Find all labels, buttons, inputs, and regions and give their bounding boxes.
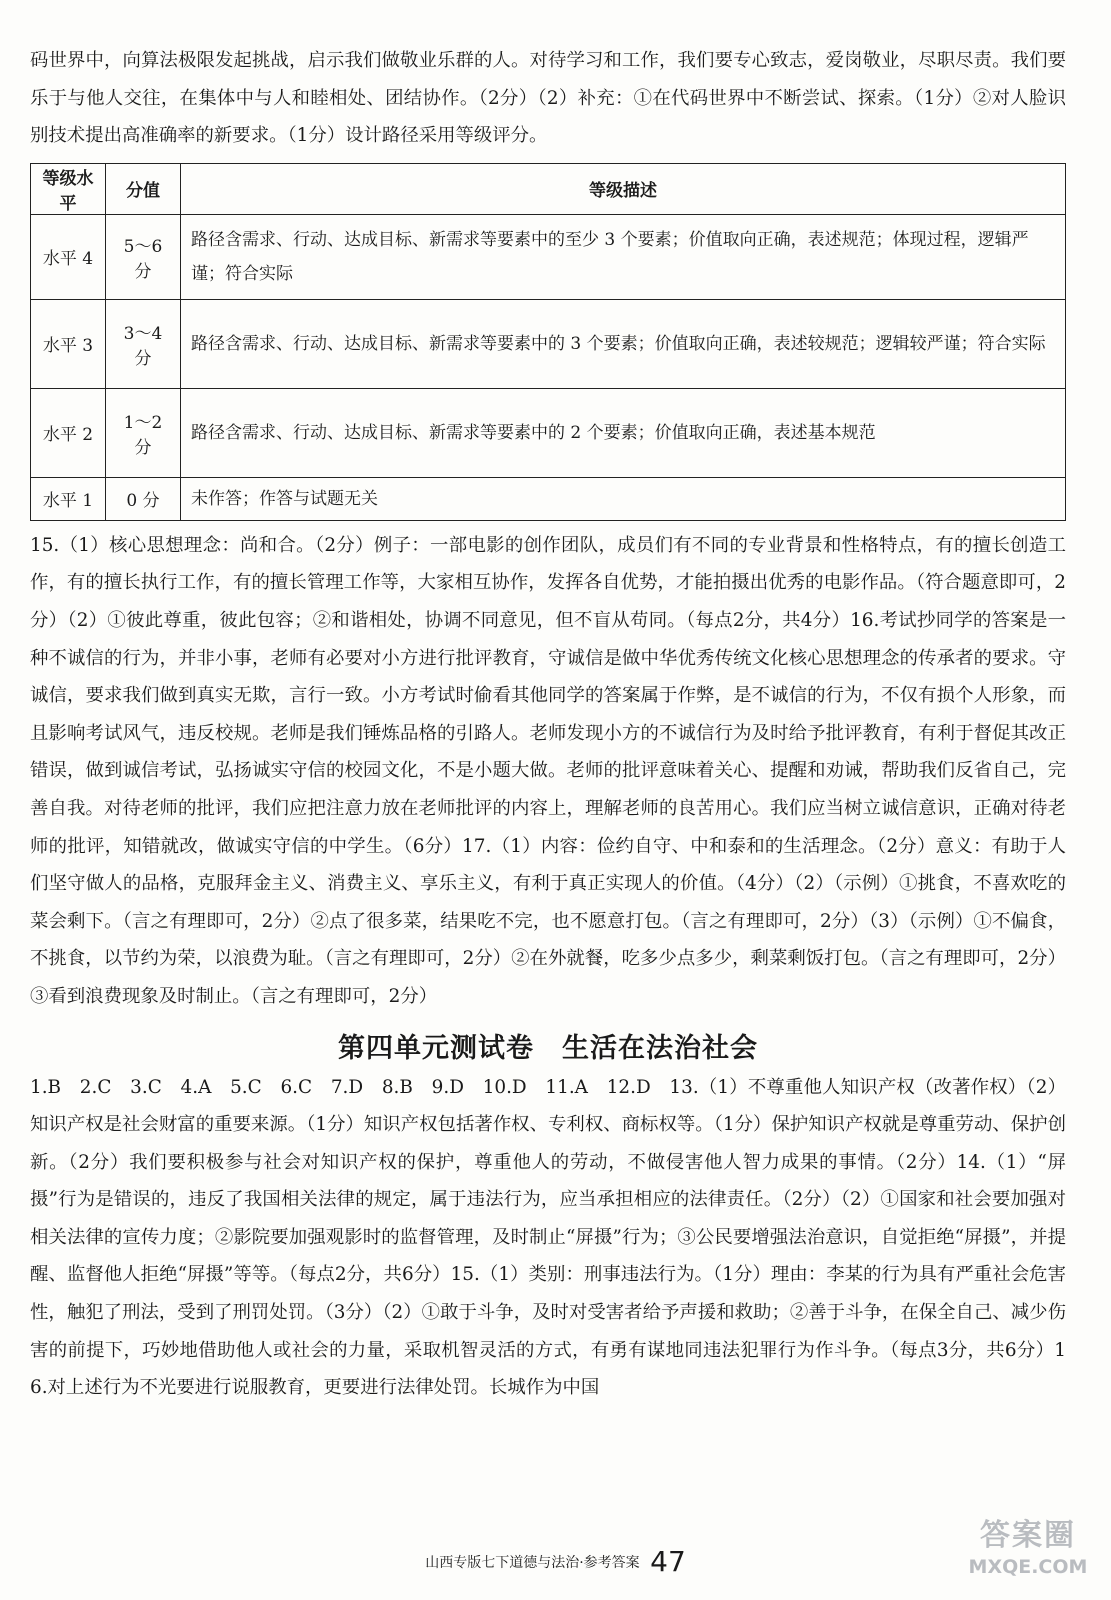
table-row [31, 214, 1066, 299]
page-footer [0, 1545, 1111, 1578]
header-score: 分值 [106, 163, 181, 214]
level-cell: 水平 2 [31, 388, 106, 477]
answers-block-2: 1.B 2.C 3.C 4.A 5.C 6.C 7.D 8.B 9.D 10.D 11.A 12.D 13.（1）不尊重他人知识产权（改著作权）（2）知识产权是社会财富的重要来源。（1分）知识产权包括著作权、专利权、商标权等。（1分）保护知识产权就是尊重劳动、保护创新。（2分）我们要积极参与社会对知识产权的保护，尊重他人的劳动，不做侵害他人智力成果的事情。（2分）14.（1）“屏摄”行为是错误的，违反了我国相关法律的规定，属于违法行为，应当承担相应的法律责任。（2分）（2）①国家和社会要加强对相关法律的宣传力度；②影院要加强观影时的监督管理，及时制止“屏摄”行为；③公民要增强法治意识，自觉拒绝“屏摄”，并提醒、监督他人拒绝“屏摄”等等。（每点2分，共6分）15.（1）类别：刑事违法行为。（1分）理由：李某的行为具有严重社会危害性，触犯了刑法，受到了刑罚处罚。（3分）（2）①敢于斗争，及时对受害者给予声援和救助；②善于斗争，在保全自己、减少伤害的前提下，巧妙地借助他人或社会的力量，采取机智灵活的方式，有勇有谋地同违法犯罪行为作斗争。（每点3分，共6分）16.对上述行为不光要进行说服教育，更要进行法律处罚。长城作为中国 [30, 1076, 1066, 1399]
description-cell: 路径含需求、行动、达成目标、新需求等要素中的至少 3 个要素；价值取向正确，表述规范；体现过程，逻辑严谨；符合实际 [181, 214, 1066, 299]
level-cell: 水平 1 [31, 477, 106, 520]
score-cell: 1～2 分 [106, 388, 181, 477]
intro-paragraph: 码世界中，向算法极限发起挑战，启示我们做敬业乐群的人。对待学习和工作，我们要专心致志，爱岗敬业，尽职尽责。我们要乐于与他人交往，在集体中与人和睦相处、团结协作。（2分）（2）补充：①在代码世界中不断尝试、探索。（1分）②对人脸识别技术提出高准确率的新要求。（1分）设计路径采用等级评分。 [30, 50, 1066, 147]
description-cell: 路径含需求、行动、达成目标、新需求等要素中的 2 个要素；价值取向正确，表述基本规范 [181, 388, 1066, 477]
score-cell: 3～4 分 [106, 299, 181, 388]
header-description: 等级描述 [181, 163, 1066, 214]
level-cell: 水平 3 [31, 299, 106, 388]
unit-title: 第四单元测试卷 生活在法治社会 [338, 1032, 758, 1064]
score-cell: 5～6 分 [106, 214, 181, 299]
answers-block-1: 15.（1）核心思想理念：尚和合。（2分）例子：一部电影的创作团队，成员们有不同的专业背景和性格特点，有的擅长创造工作，有的擅长执行工作，有的擅长管理工作等，大家相互协作，发挥各自优势，才能拍摄出优秀的电影作品。（符合题意即可，2分）（2）①彼此尊重，彼此包容；②和谐相处，协调不同意见，但不盲从苟同。（每点2分，共4分）16.考试抄同学的答案是一种不诚信的行为，并非小事，老师有必要对小方进行批评教育，守诚信是做中华优秀传统文化核心思想理念的传承者的要求。守诚信，要求我们做到真实无欺，言行一致。小方考试时偷看其他同学的答案属于作弊，是不诚信的行为，不仅有损个人形象，而且影响考试风气，违反校规。老师是我们锤炼品格的引路人。老师发现小方的不诚信行为及时给予批评教育，有利于督促其改正错误，做到诚信考试，弘扬诚实守信的校园文化，不是小题大做。老师的批评意味着关心、提醒和劝诫，帮助我们反省自己，完善自我。对待老师的批评，我们应把注意力放在老师批评的内容上，理解老师的良苦用心。我们应当树立诚信意识，正确对待老师的批评，知错就改，做诚实守信的中学生。（6分）17.（1）内容：俭约自守、中和泰和的生活理念。（2分）意义：有助于人们坚守做人的品格，克服拜金主义、消费主义、享乐主义，有利于真正实现人的价值。（4分）（2）（示例）①挑食，不喜欢吃的菜会剩下。（言之有理即可，2分）②点了很多菜，结果吃不完，也不愿意打包。（言之有理即可，2分）（3）（示例）①不偏食，不挑食，以节约为荣，以浪费为耻。（言之有理即可，2分）②在外就餐，吃多少点多少，剩菜剩饭打包。（言之有理即可，2分）③看到浪费现象及时制止。（言之有理即可，2分） [30, 534, 1066, 1007]
page-number: 47 [650, 1545, 686, 1578]
watermark-site: MXQE.COM [968, 1556, 1088, 1578]
score-cell: 0 分 [106, 477, 181, 520]
header-level: 等级水平 [31, 163, 106, 214]
grade-table [30, 163, 1066, 521]
table-row [31, 477, 1066, 520]
watermark-logo: 答案圈 [980, 1518, 1076, 1553]
table-row [31, 388, 1066, 477]
table-row [31, 299, 1066, 388]
level-cell: 水平 4 [31, 214, 106, 299]
description-cell: 未作答；作答与试题无关 [181, 477, 1066, 520]
grade-table-header [31, 163, 1066, 214]
description-cell: 路径含需求、行动、达成目标、新需求等要素中的 3 个要素；价值取向正确，表述较规范；逻辑较严谨；符合实际 [181, 299, 1066, 388]
footer-caption: 山西专版七下道德与法治·参考答案 [425, 1555, 640, 1571]
watermark [963, 1510, 1093, 1590]
answer-page [30, 42, 1066, 1407]
